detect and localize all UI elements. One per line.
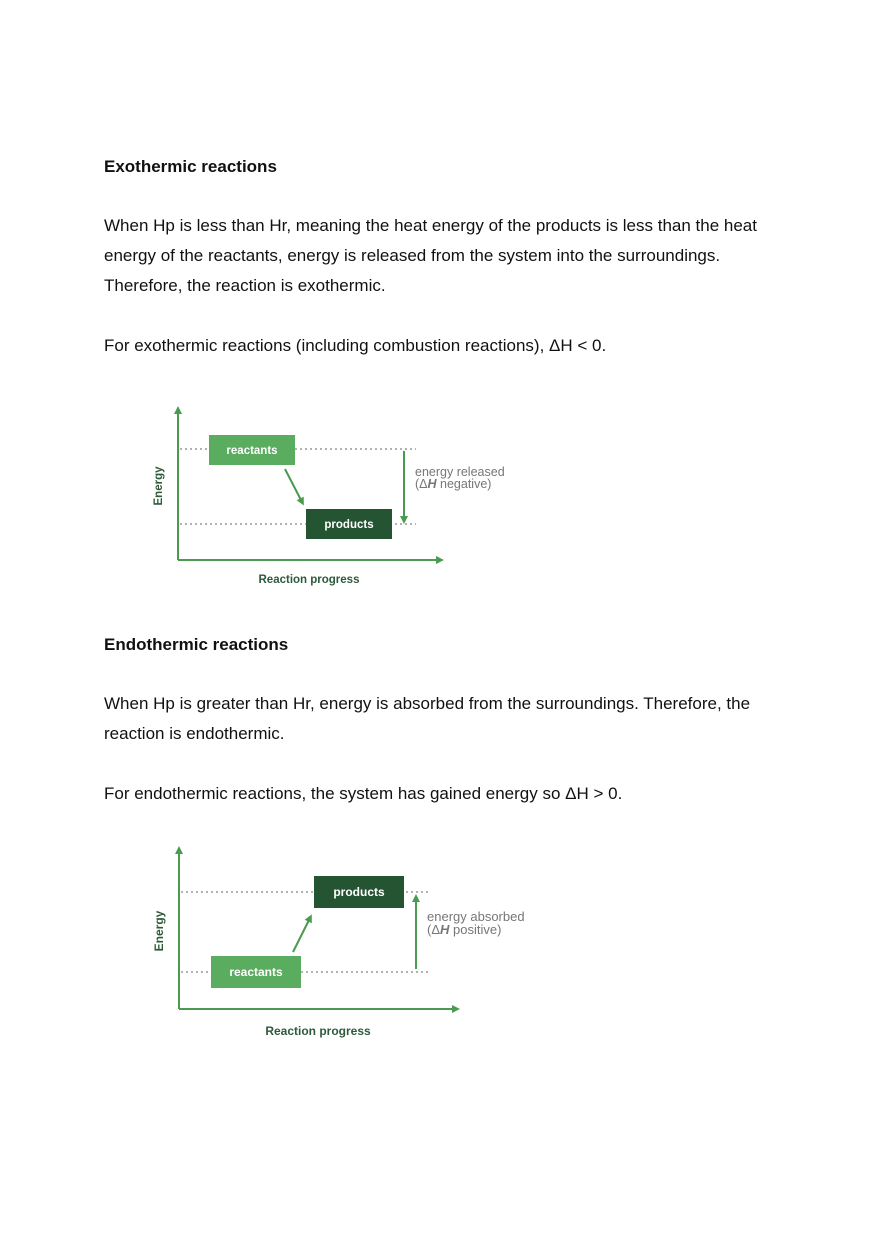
endothermic-delta-h-statement: For endothermic reactions, the system has gained energy so ΔH > 0. (104, 784, 623, 803)
transition-arrow (293, 918, 310, 952)
endothermic-heading: Endothermic reactions (104, 635, 289, 654)
delta-h-negative-annotation: (ΔH negative) (415, 477, 492, 491)
delta-h-positive-annotation: (ΔH positive) (427, 922, 502, 937)
x-axis-label: Reaction progress (265, 1024, 371, 1038)
exothermic-heading: Exothermic reactions (104, 157, 277, 176)
endothermic-paragraph: When Hp is greater than Hr, energy is absorbed from the surroundings. Therefore, the reaction is endothermic. (104, 694, 751, 743)
endothermic-energy-diagram (0, 840, 880, 1050)
reactants-label: reactants (229, 965, 283, 979)
energy-released-annotation: energy released (415, 465, 505, 479)
transition-arrow (285, 469, 302, 502)
exothermic-energy-diagram (0, 400, 880, 600)
reactants-label: reactants (226, 445, 278, 457)
x-axis-label: Reaction progress (258, 574, 360, 586)
exothermic-delta-h-statement: For exothermic reactions (including combustion reactions), ΔH < 0. (104, 336, 607, 355)
y-axis-label: Energy (152, 910, 166, 952)
products-label: products (333, 885, 385, 899)
products-label: products (324, 519, 374, 531)
y-axis-label: Energy (153, 466, 165, 506)
energy-absorbed-annotation: energy absorbed (427, 909, 525, 924)
exothermic-paragraph: When Hp is less than Hr, meaning the heat energy of the products is less than the heat energy of the reactants, energy is released from the system into the surroundings. Therefore, the reaction is exothermic. (104, 216, 757, 295)
